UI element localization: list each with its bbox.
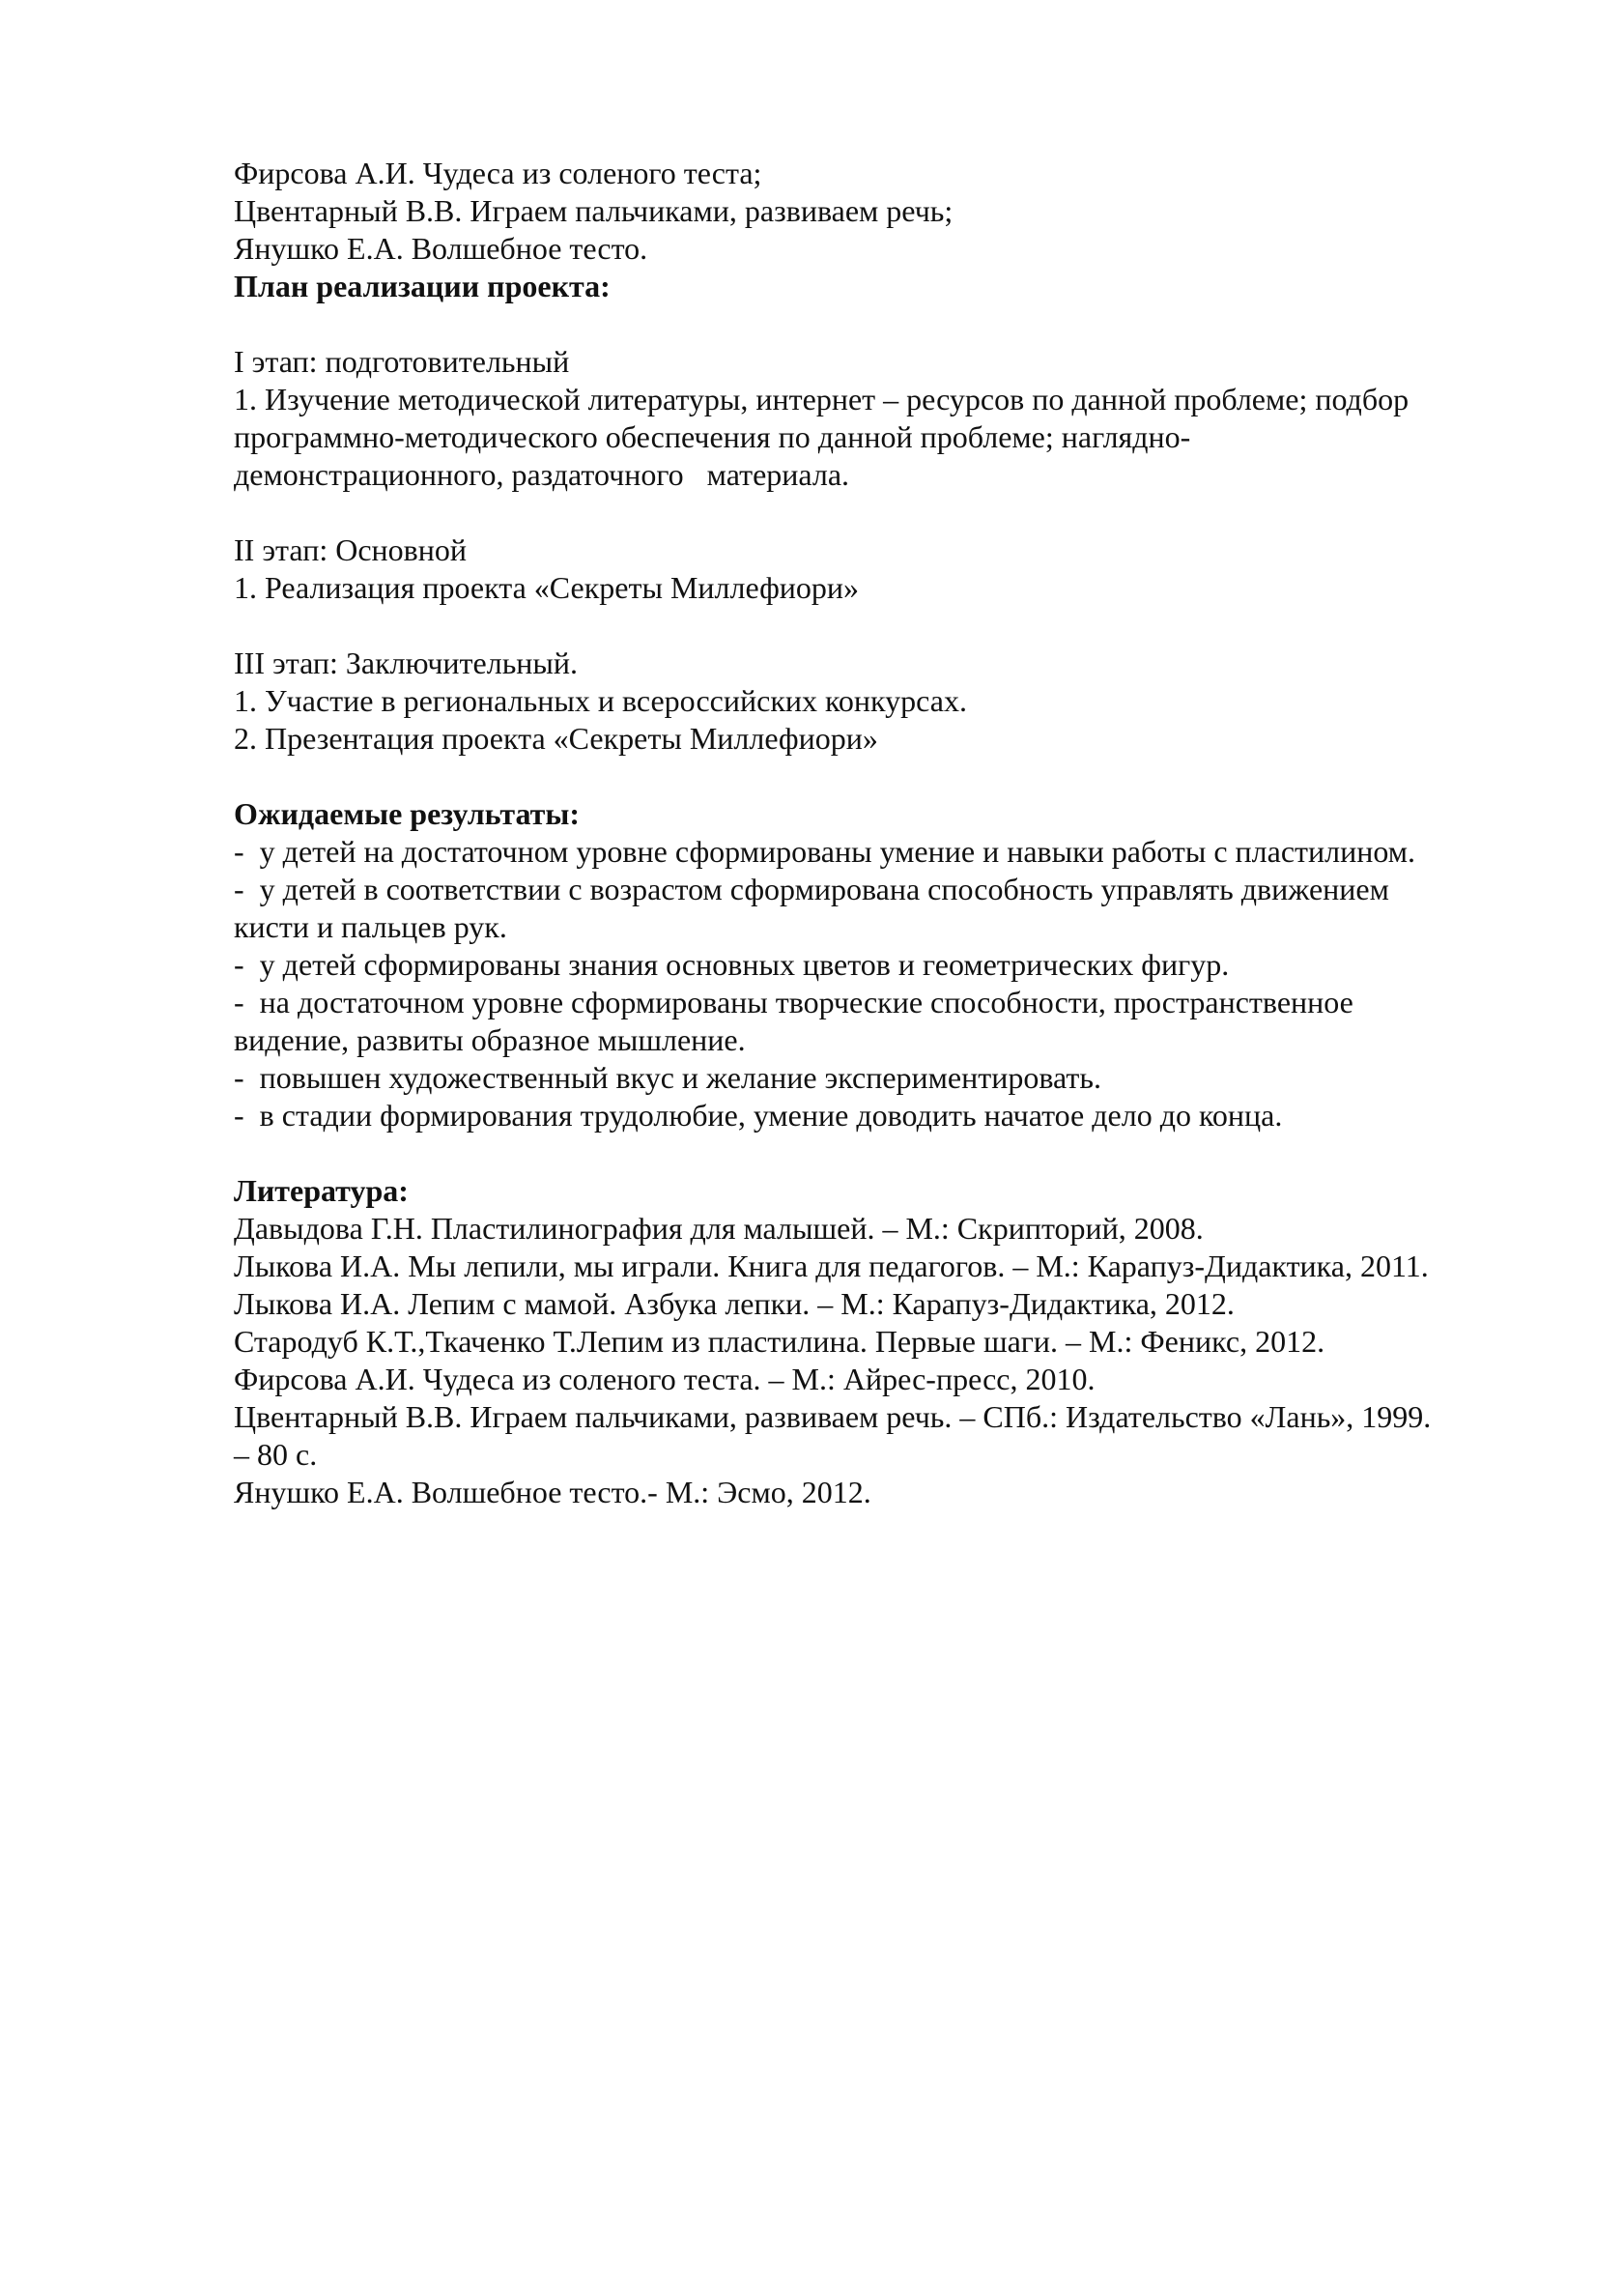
results-section xyxy=(234,795,1528,1134)
literature-heading: Литература: xyxy=(234,1173,409,1208)
plan-heading: План реализации проекта: xyxy=(234,269,611,303)
results-line: видение, развиты образное мышление. xyxy=(234,1022,746,1057)
literature-item: – 80 с. xyxy=(234,1437,318,1472)
literature-item: Лыкова И.А. Мы лепили, мы играли. Книга для педагогов. – М.: Карапуз-Дидактика, 2011. xyxy=(234,1248,1429,1283)
literature-section xyxy=(234,1172,1528,1511)
document-page xyxy=(234,155,1528,1511)
stage-3-title: III этап: Заключительный. xyxy=(234,646,579,680)
stage-1-line: программно-методического обеспечения по данной проблеме; наглядно- xyxy=(234,419,1191,454)
results-line: - повышен художественный вкус и желание экспериментировать. xyxy=(234,1060,1101,1095)
results-line: - у детей на достаточном уровне сформированы умение и навыки работы с пластилином. xyxy=(234,834,1416,869)
literature-item: Лыкова И.А. Лепим с мамой. Азбука лепки. – М.: Карапуз-Дидактика, 2012. xyxy=(234,1286,1235,1321)
intro-line: Цвентарный В.В. Играем пальчиками, развиваем речь; xyxy=(234,193,954,228)
spacer xyxy=(234,1134,1528,1172)
results-line: кисти и пальцев рук. xyxy=(234,909,507,944)
stage-2-title: II этап: Основной xyxy=(234,532,468,567)
stage-2-line: 1. Реализация проекта «Секреты Миллефиори» xyxy=(234,570,860,605)
stage-1-section xyxy=(234,343,1528,494)
spacer xyxy=(234,305,1528,343)
intro-line: Фирсова А.И. Чудеса из соленого теста; xyxy=(234,156,762,190)
literature-item: Фирсова А.И. Чудеса из соленого теста. – М.: Айрес-пресс, 2010. xyxy=(234,1362,1096,1396)
literature-item: Давыдова Г.Н. Пластилинография для малышей. – М.: Скрипторий, 2008. xyxy=(234,1211,1204,1246)
stage-1-title: I этап: подготовительный xyxy=(234,344,570,379)
stage-1-line: 1. Изучение методической литературы, интернет – ресурсов по данной проблеме; подбор xyxy=(234,382,1409,416)
results-heading: Ожидаемые результаты: xyxy=(234,796,580,831)
spacer xyxy=(234,494,1528,531)
literature-item: Стародуб К.Т.,Ткаченко Т.Лепим из пластилина. Первые шаги. – М.: Феникс, 2012. xyxy=(234,1324,1325,1359)
results-line: - на достаточном уровне сформированы творческие способности, пространственное xyxy=(234,985,1353,1019)
results-line: - у детей сформированы знания основных цветов и геометрических фигур. xyxy=(234,947,1230,982)
stage-3-line: 1. Участие в региональных и всероссийских конкурсах. xyxy=(234,683,967,718)
results-line: - в стадии формирования трудолюбие, умение доводить начатое дело до конца. xyxy=(234,1098,1283,1133)
intro-line: Янушко Е.А. Волшебное тесто. xyxy=(234,231,648,266)
intro-list xyxy=(234,155,1528,268)
stage-2-section xyxy=(234,531,1528,607)
spacer xyxy=(234,607,1528,645)
spacer xyxy=(234,758,1528,795)
literature-item: Цвентарный В.В. Играем пальчиками, развиваем речь. – СПб.: Издательство «Лань», 1999. xyxy=(234,1399,1432,1434)
literature-item: Янушко Е.А. Волшебное тесто.- М.: Эсмо, 2012. xyxy=(234,1475,871,1509)
stage-3-section xyxy=(234,645,1528,758)
results-line: - у детей в соответствии с возрастом сформирована способность управлять движением xyxy=(234,872,1389,906)
stage-3-line: 2. Презентация проекта «Секреты Миллефиори» xyxy=(234,721,878,756)
stage-1-line: демонстрационного, раздаточного материала. xyxy=(234,457,850,492)
